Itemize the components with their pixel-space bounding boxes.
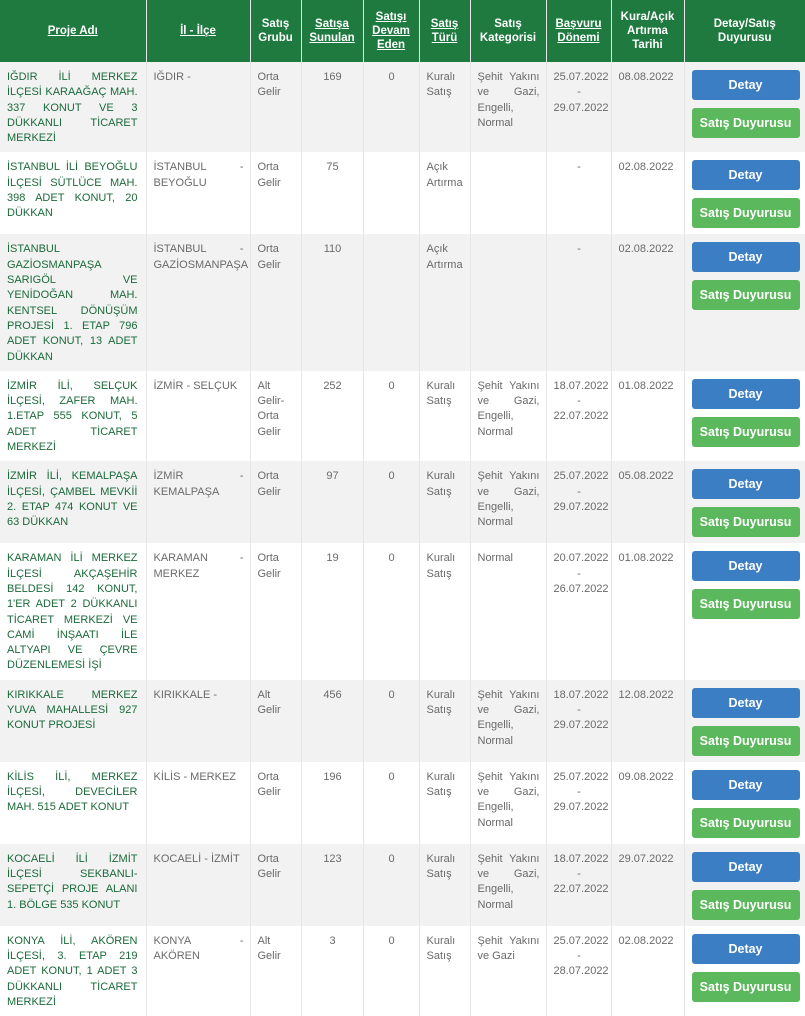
actions-cell bbox=[684, 680, 805, 762]
actions-cell bbox=[684, 152, 805, 234]
application-end: 26.07.2022 bbox=[553, 582, 609, 595]
sales-category: Şehit Yakını ve Gazi, Engelli, Normal bbox=[470, 371, 546, 461]
header-il-ilce[interactable]: İl - İlçe bbox=[146, 0, 250, 62]
province-district: KONYA - AKÖREN bbox=[146, 926, 250, 1016]
application-end: 28.07.2022 bbox=[553, 965, 609, 978]
sales-type: Kuralı Satış bbox=[419, 62, 470, 152]
draw-date: 01.08.2022 bbox=[611, 371, 684, 461]
offered-count: 75 bbox=[301, 152, 363, 234]
detay-button[interactable]: Detay bbox=[692, 379, 800, 409]
ongoing-count: 0 bbox=[363, 680, 419, 762]
province-district: KIRIKKALE - bbox=[146, 680, 250, 762]
application-separator: - bbox=[577, 485, 581, 498]
offered-count: 97 bbox=[301, 461, 363, 543]
table-row bbox=[0, 62, 805, 152]
detay-button[interactable]: Detay bbox=[692, 160, 800, 190]
detay-button[interactable]: Detay bbox=[692, 770, 800, 800]
province-district: IĞDIR - bbox=[146, 62, 250, 152]
application-separator: - bbox=[577, 950, 581, 963]
application-end: 22.07.2022 bbox=[553, 410, 609, 423]
application-period bbox=[546, 762, 611, 844]
offered-count: 110 bbox=[301, 234, 363, 370]
draw-date: 02.08.2022 bbox=[611, 926, 684, 1016]
sales-category bbox=[470, 234, 546, 370]
satis-duyurusu-button[interactable]: Satış Duyurusu bbox=[692, 890, 800, 920]
application-separator: - bbox=[577, 704, 581, 717]
application-period bbox=[546, 152, 611, 234]
project-name: IĞDIR İLİ MERKEZ İLÇESİ KARAAĞAÇ MAH. 337 KONUT VE 3 DÜKKANLI TİCARET MERKEZİ bbox=[0, 62, 146, 152]
project-name: İZMİR İLİ, SELÇUK İLÇESİ, ZAFER MAH. 1.ETAP 555 KONUT, 5 ADET TİCARET MERKEZİ bbox=[0, 371, 146, 461]
application-start: 25.07.2022 bbox=[553, 470, 609, 483]
sales-group: Alt Gelir bbox=[250, 926, 301, 1016]
detay-button[interactable]: Detay bbox=[692, 242, 800, 272]
offered-count: 123 bbox=[301, 844, 363, 926]
application-start: 20.07.2022 bbox=[553, 552, 609, 565]
header-satis-turu[interactable]: Satış Türü bbox=[419, 0, 470, 62]
draw-date: 08.08.2022 bbox=[611, 62, 684, 152]
sales-type: Kuralı Satış bbox=[419, 680, 470, 762]
sales-category bbox=[470, 152, 546, 234]
application-end: 29.07.2022 bbox=[553, 101, 609, 114]
province-district: KOCAELİ - İZMİT bbox=[146, 844, 250, 926]
draw-date: 02.08.2022 bbox=[611, 152, 684, 234]
project-name: KARAMAN İLİ MERKEZ İLÇESİ AKÇAŞEHİR BELDESİ 142 KONUT, 1'ER ADET 2 DÜKKANLI TİCARET MERKEZİ VE CAMİ İNŞAATI İLE ALTYAPI VE ÇEVRE DÜZENLEMESİ İŞİ bbox=[0, 543, 146, 679]
project-name: İSTANBUL GAZİOSMANPAŞA SARIGÖL VE YENİDOĞAN MAH. KENTSEL DÖNÜŞÜM PROJESİ 1. ETAP 796 ADET KONUT, 13 ADET DÜKKAN bbox=[0, 234, 146, 370]
satis-duyurusu-button[interactable]: Satış Duyurusu bbox=[692, 808, 800, 838]
table-row bbox=[0, 152, 805, 234]
offered-count: 456 bbox=[301, 680, 363, 762]
sales-type: Açık Artırma bbox=[419, 234, 470, 370]
draw-date: 12.08.2022 bbox=[611, 680, 684, 762]
header-satis-kategorisi: Satış Kategorisi bbox=[470, 0, 546, 62]
actions-cell bbox=[684, 461, 805, 543]
table-row bbox=[0, 762, 805, 844]
actions-cell bbox=[684, 62, 805, 152]
application-period bbox=[546, 371, 611, 461]
actions-cell bbox=[684, 543, 805, 679]
sales-group: Orta Gelir bbox=[250, 152, 301, 234]
sales-category: Şehit Yakını ve Gazi, Engelli, Normal bbox=[470, 461, 546, 543]
table-row bbox=[0, 543, 805, 679]
detay-button[interactable]: Detay bbox=[692, 688, 800, 718]
header-satis-grubu: Satış Grubu bbox=[250, 0, 301, 62]
header-proje-adi[interactable]: Proje Adı bbox=[0, 0, 146, 62]
project-name: KİLİS İLİ, MERKEZ İLÇESİ, DEVECİLER MAH. 515 ADET KONUT bbox=[0, 762, 146, 844]
table-row bbox=[0, 461, 805, 543]
satis-duyurusu-button[interactable]: Satış Duyurusu bbox=[692, 726, 800, 756]
application-separator: - bbox=[577, 567, 581, 580]
detay-button[interactable]: Detay bbox=[692, 469, 800, 499]
offered-count: 252 bbox=[301, 371, 363, 461]
project-name: KONYA İLİ, AKÖREN İLÇESİ, 3. ETAP 219 ADET KONUT, 1 ADET 3 DÜKKANLI TİCARET MERKEZİ bbox=[0, 926, 146, 1016]
actions-cell bbox=[684, 844, 805, 926]
application-start: 18.07.2022 bbox=[553, 852, 609, 865]
header-satisi-devam-eden[interactable]: Satışı Devam Eden bbox=[363, 0, 419, 62]
ongoing-count: 0 bbox=[363, 926, 419, 1016]
application-start: 25.07.2022 bbox=[553, 71, 609, 83]
ongoing-count: 0 bbox=[363, 371, 419, 461]
application-period bbox=[546, 461, 611, 543]
header-satisa-sunulan[interactable]: Satışa Sunulan bbox=[301, 0, 363, 62]
sales-group: Orta Gelir bbox=[250, 461, 301, 543]
ongoing-count: 0 bbox=[363, 762, 419, 844]
application-end: 29.07.2022 bbox=[553, 801, 609, 814]
satis-duyurusu-button[interactable]: Satış Duyurusu bbox=[692, 280, 800, 310]
province-district: İZMİR - SELÇUK bbox=[146, 371, 250, 461]
satis-duyurusu-button[interactable]: Satış Duyurusu bbox=[692, 108, 800, 138]
application-end: 29.07.2022 bbox=[553, 719, 609, 732]
sales-group: Orta Gelir bbox=[250, 543, 301, 679]
sales-group: Orta Gelir bbox=[250, 762, 301, 844]
province-district: İSTANBUL - BEYOĞLU bbox=[146, 152, 250, 234]
sales-group: Alt Gelir-Orta Gelir bbox=[250, 371, 301, 461]
detay-button[interactable]: Detay bbox=[692, 852, 800, 882]
satis-duyurusu-button[interactable]: Satış Duyurusu bbox=[692, 417, 800, 447]
table-row bbox=[0, 371, 805, 461]
sales-category: Şehit Yakını ve Gazi, Engelli, Normal bbox=[470, 844, 546, 926]
draw-date: 29.07.2022 bbox=[611, 844, 684, 926]
application-separator: - bbox=[577, 868, 581, 881]
ongoing-count: 0 bbox=[363, 461, 419, 543]
header-detay-duyuru: Detay/Satış Duyurusu bbox=[684, 0, 805, 62]
draw-date: 05.08.2022 bbox=[611, 461, 684, 543]
application-separator: - bbox=[577, 161, 581, 174]
actions-cell bbox=[684, 926, 805, 1016]
detay-button[interactable]: Detay bbox=[692, 934, 800, 964]
application-end: 22.07.2022 bbox=[553, 883, 609, 896]
province-district: KARAMAN - MERKEZ bbox=[146, 543, 250, 679]
ongoing-count: 0 bbox=[363, 543, 419, 679]
project-name: KIRIKKALE MERKEZ YUVA MAHALLESİ 927 KONUT PROJESİ bbox=[0, 680, 146, 762]
application-separator: - bbox=[577, 395, 581, 408]
province-district: KİLİS - MERKEZ bbox=[146, 762, 250, 844]
project-name: İSTANBUL İLİ BEYOĞLU İLÇESİ SÜTLÜCE MAH. 398 ADET KONUT, 20 DÜKKAN bbox=[0, 152, 146, 234]
header-kura-tarihi: Kura/Açık Artırma Tarihi bbox=[611, 0, 684, 62]
application-period bbox=[546, 926, 611, 1016]
sales-type: Kuralı Satış bbox=[419, 461, 470, 543]
province-district: İSTANBUL - GAZİOSMANPAŞA bbox=[146, 234, 250, 370]
application-period bbox=[546, 234, 611, 370]
application-period bbox=[546, 680, 611, 762]
sales-type: Kuralı Satış bbox=[419, 844, 470, 926]
application-start: 18.07.2022 bbox=[553, 688, 609, 701]
project-name: İZMİR İLİ, KEMALPAŞA İLÇESİ, ÇAMBEL MEVKİİ 2. ETAP 474 KONUT VE 63 DÜKKAN bbox=[0, 461, 146, 543]
application-start: 25.07.2022 bbox=[553, 934, 609, 947]
satis-duyurusu-button[interactable]: Satış Duyurusu bbox=[692, 972, 800, 1002]
offered-count: 19 bbox=[301, 543, 363, 679]
application-separator: - bbox=[577, 243, 581, 256]
actions-cell bbox=[684, 762, 805, 844]
ongoing-count bbox=[363, 152, 419, 234]
sales-group: Orta Gelir bbox=[250, 234, 301, 370]
offered-count: 169 bbox=[301, 62, 363, 152]
application-period bbox=[546, 62, 611, 152]
detay-button[interactable]: Detay bbox=[692, 70, 800, 100]
ongoing-count bbox=[363, 234, 419, 370]
satis-duyurusu-button[interactable]: Satış Duyurusu bbox=[692, 589, 800, 619]
sales-type: Kuralı Satış bbox=[419, 543, 470, 679]
application-separator: - bbox=[577, 786, 581, 799]
draw-date: 02.08.2022 bbox=[611, 234, 684, 370]
actions-cell bbox=[684, 234, 805, 370]
application-start: 25.07.2022 bbox=[553, 770, 609, 783]
application-period bbox=[546, 543, 611, 679]
satis-duyurusu-button[interactable]: Satış Duyurusu bbox=[692, 198, 800, 228]
table-row bbox=[0, 680, 805, 762]
application-period bbox=[546, 844, 611, 926]
ongoing-count: 0 bbox=[363, 62, 419, 152]
table-row bbox=[0, 234, 805, 370]
project-name: KOCAELİ İLİ İZMİT İLÇESİ SEKBANLI-SEPETÇİ PROJE ALANI 1. BÖLGE 535 KONUT bbox=[0, 844, 146, 926]
application-start: 18.07.2022 bbox=[553, 379, 609, 392]
sales-type: Açık Artırma bbox=[419, 152, 470, 234]
draw-date: 01.08.2022 bbox=[611, 543, 684, 679]
table-row bbox=[0, 926, 805, 1016]
sales-category: Şehit Yakını ve Gazi, Engelli, Normal bbox=[470, 762, 546, 844]
table-header-row bbox=[0, 0, 805, 62]
application-separator: - bbox=[577, 86, 581, 99]
offered-count: 196 bbox=[301, 762, 363, 844]
table-row bbox=[0, 844, 805, 926]
application-end: 29.07.2022 bbox=[553, 500, 609, 513]
sales-group: Alt Gelir bbox=[250, 680, 301, 762]
offered-count: 3 bbox=[301, 926, 363, 1016]
sales-category: Şehit Yakını ve Gazi, Engelli, Normal bbox=[470, 680, 546, 762]
sales-group: Orta Gelir bbox=[250, 844, 301, 926]
sales-category: Şehit Yakını ve Gazi, Engelli, Normal bbox=[470, 62, 546, 152]
sales-type: Kuralı Satış bbox=[419, 762, 470, 844]
sales-category: Şehit Yakını ve Gazi bbox=[470, 926, 546, 1016]
detay-button[interactable]: Detay bbox=[692, 551, 800, 581]
sales-type: Kuralı Satış bbox=[419, 926, 470, 1016]
sales-group: Orta Gelir bbox=[250, 62, 301, 152]
header-basvuru-donemi[interactable]: Başvuru Dönemi bbox=[546, 0, 611, 62]
draw-date: 09.08.2022 bbox=[611, 762, 684, 844]
sales-type: Kuralı Satış bbox=[419, 371, 470, 461]
sales-category: Normal bbox=[470, 543, 546, 679]
actions-cell bbox=[684, 371, 805, 461]
province-district: İZMİR - KEMALPAŞA bbox=[146, 461, 250, 543]
satis-duyurusu-button[interactable]: Satış Duyurusu bbox=[692, 507, 800, 537]
ongoing-count: 0 bbox=[363, 844, 419, 926]
